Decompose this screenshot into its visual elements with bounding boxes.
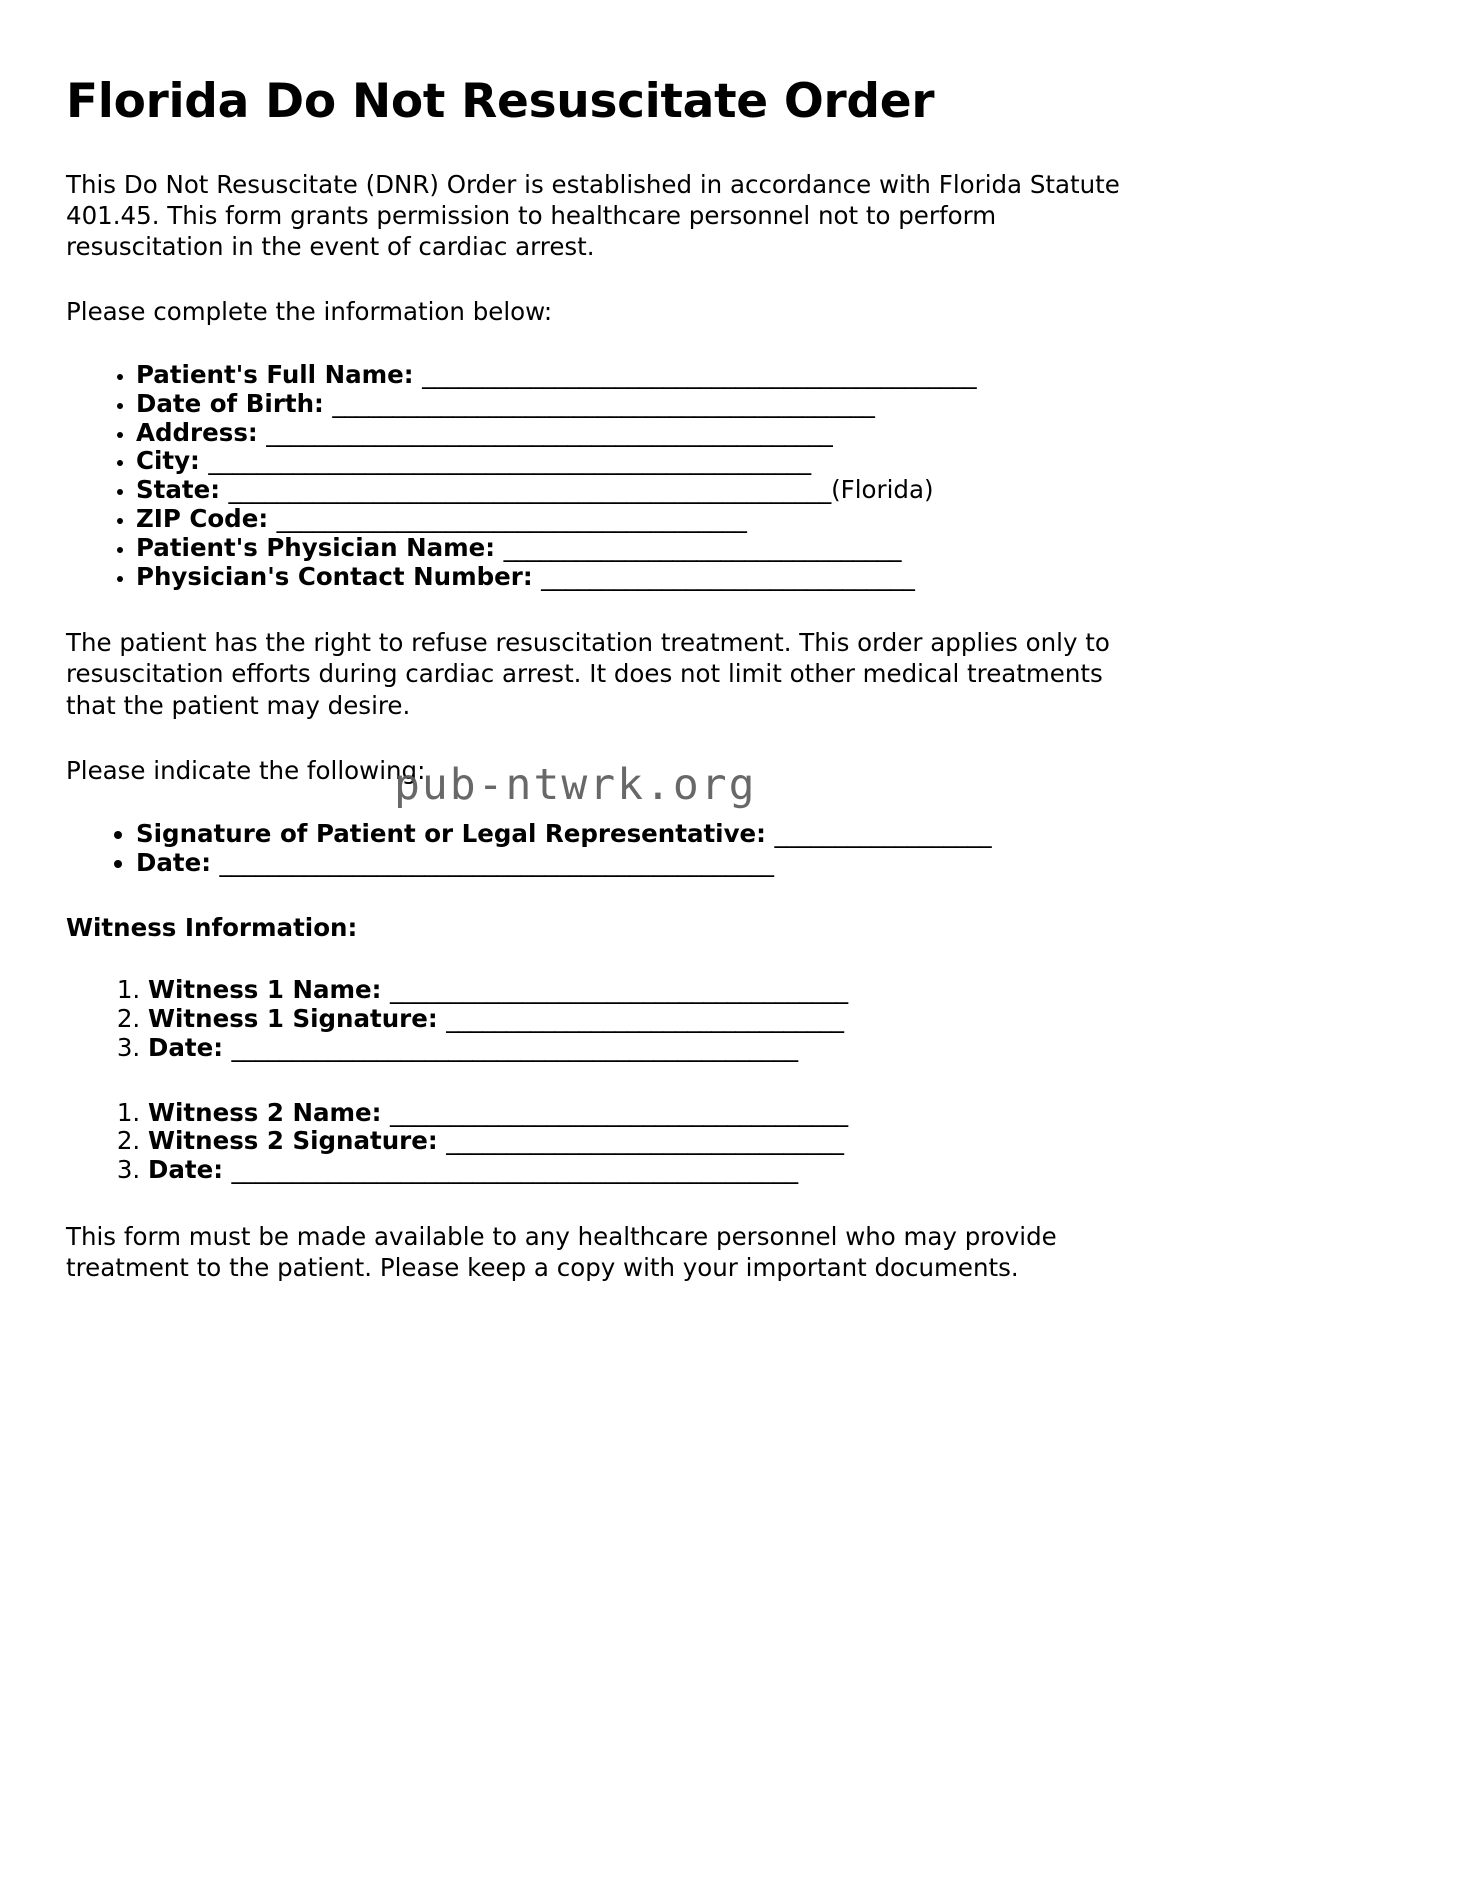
witness-1-field-item [148, 976, 1394, 1005]
patient-field-label: Patient's Full Name: [136, 360, 423, 390]
signature-field-label: Date: [136, 847, 220, 877]
witness-1-field-blank-line[interactable]: _________________________________ [446, 1004, 844, 1034]
witness-information-heading: Witness Information: [66, 913, 358, 943]
witness-2-field-blank-line[interactable]: _______________________________________________ [231, 1155, 798, 1185]
patient-field-label: Patient's Physician Name: [136, 532, 504, 562]
patient-field-label: ZIP Code: [136, 503, 277, 533]
patient-field-item [136, 563, 1394, 592]
witness-2-list [66, 1099, 1394, 1185]
signature-field-item [136, 849, 1394, 878]
patient-field-item [136, 447, 1394, 476]
witness-2-field-label: Witness 2 Name: [148, 1097, 390, 1127]
patient-field-blank-line[interactable]: __________________________________________________ [208, 446, 811, 476]
patient-field-blank-line[interactable]: _____________________________________________ [332, 388, 875, 418]
indicate-following-prompt: Please indicate the following: [66, 755, 426, 785]
witness-2-field-item [148, 1156, 1394, 1185]
witness-1-field-blank-line[interactable]: _______________________________________________ [231, 1032, 798, 1062]
patient-field-blank-line[interactable]: _______________________________ [541, 561, 915, 591]
page-title: Florida Do Not Resuscitate Order [66, 74, 935, 129]
patient-field-blank-line[interactable]: _______________________________________________ [266, 417, 833, 447]
patient-field-label: State: [136, 475, 229, 505]
patient-field-label: Address: [136, 417, 267, 447]
witness-2-field-blank-line[interactable]: _________________________________ [446, 1126, 844, 1156]
patient-rights-paragraph: The patient has the right to refuse resuscitation treatment. This order applies only to resuscitation efforts during cardiac arrest. It does not limit other medical treatments that the patient may desire. [66, 628, 1110, 720]
signature-field-blank-line[interactable]: ______________________________________________ [219, 847, 774, 877]
witness-2-field-item [148, 1127, 1394, 1156]
signature-field-blank-line[interactable]: __________________ [774, 818, 992, 848]
witness-2-field-item [148, 1099, 1394, 1128]
patient-field-blank-line[interactable]: _______________________________________ [276, 503, 747, 533]
patient-field-blank-line[interactable]: _________________________________ [503, 532, 902, 562]
witness-2-field-blank-line[interactable]: ______________________________________ [389, 1097, 848, 1127]
witness-2-field-label: Witness 2 Signature: [148, 1126, 447, 1156]
witness-2-field-label: Date: [148, 1155, 232, 1185]
witness-1-list [66, 976, 1394, 1062]
witness-1-field-item [148, 1034, 1394, 1063]
patient-field-blank-line[interactable]: __________________________________________________ [228, 475, 832, 505]
patient-information-list [66, 361, 1394, 591]
witness-1-field-label: Witness 1 Name: [148, 975, 390, 1005]
patient-field-item [136, 505, 1394, 534]
complete-information-prompt: Please complete the information below: [66, 296, 553, 326]
patient-field-suffix: (Florida) [831, 475, 934, 505]
witness-1-field-item [148, 1005, 1394, 1034]
patient-field-item [136, 419, 1394, 448]
patient-field-label: City: [136, 446, 209, 476]
closing-paragraph: This form must be made available to any healthcare personnel who may provide treatment to the patient. Please keep a copy with your important documents. [66, 1222, 1057, 1283]
witness-1-field-label: Witness 1 Signature: [148, 1004, 447, 1034]
patient-field-item [136, 361, 1394, 390]
patient-field-blank-line[interactable]: ______________________________________________ [422, 360, 977, 390]
patient-field-item [136, 390, 1394, 419]
intro-paragraph: This Do Not Resuscitate (DNR) Order is established in accordance with Florida Statute 401.45. This form grants permission to healthcare personnel not to perform resuscitation in the event of cardiac arrest. [66, 169, 1120, 261]
patient-field-label: Date of Birth: [136, 388, 333, 418]
witness-1-field-blank-line[interactable]: ______________________________________ [389, 975, 848, 1005]
witness-1-field-label: Date: [148, 1032, 232, 1062]
patient-field-label: Physician's Contact Number: [136, 561, 542, 591]
signature-field-label: Signature of Patient or Legal Representative: [136, 818, 775, 848]
patient-field-item [136, 534, 1394, 563]
signature-field-item [136, 820, 1394, 849]
signature-fields-list [66, 820, 1394, 878]
patient-field-item [136, 476, 1394, 505]
site-watermark: pub-ntwrk.org [394, 760, 757, 810]
